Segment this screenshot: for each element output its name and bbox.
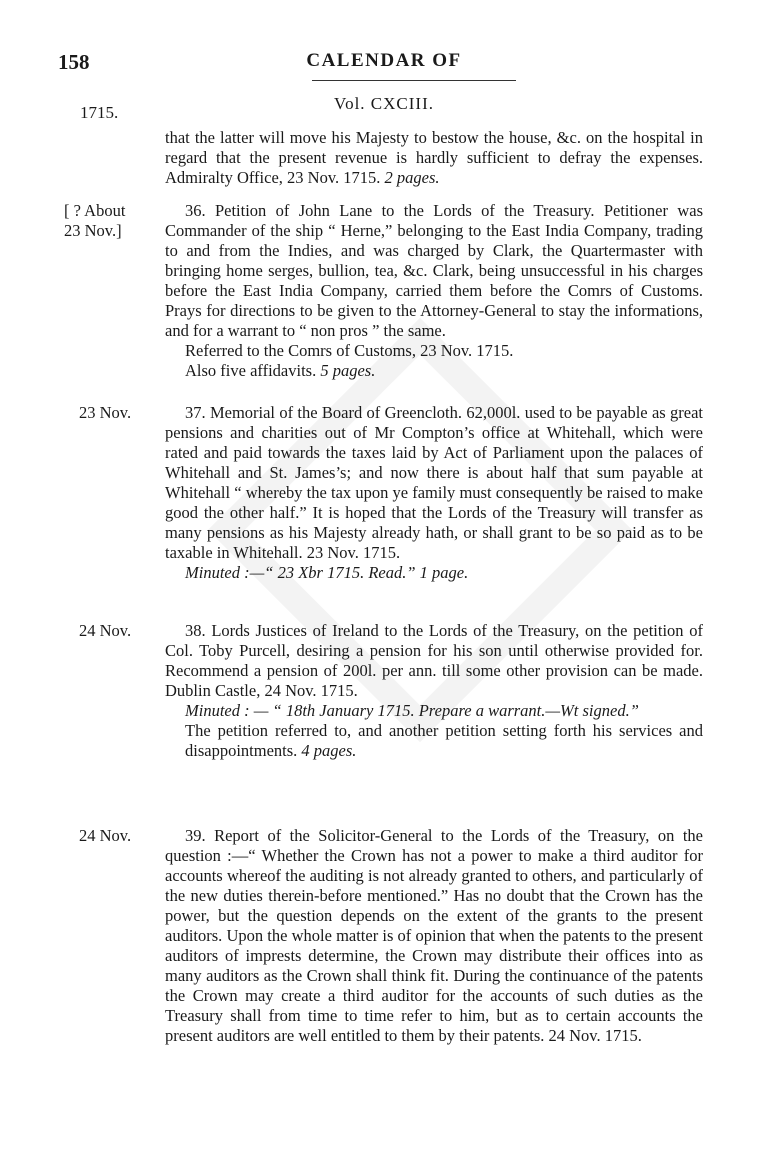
entry-body	[165, 128, 703, 188]
entry-date: [ ? About 23 Nov.]	[64, 201, 126, 240]
page-count: 4 pages.	[301, 741, 357, 760]
entry-note: Also five affidavits. 5 pages.	[185, 361, 376, 380]
entry-date: 24 Nov.	[79, 621, 132, 640]
entry-note: Referred to the Comrs of Customs, 23 Nov. 1715.	[185, 341, 514, 360]
page-count: 2 pages.	[384, 168, 440, 187]
entry-text: 39. Report of the Solicitor-General to the Lords of the Treasury, on the question :—“ Whether the Crown has not a power to make a third auditor for accounts whereof the auditing is not already granted to others, and particularly of the new duties therein-before mentioned.” Has no doubt that the Crown has the power, but the question depends on the extent of the grants to the present auditors. Upon the whole matter is of opinion that when the patents to the present auditors of imprests determine, the Crown may distribute their offices into as many auditors as the Crown shall think fit. During the continuance of the patents the Crown may create a third auditor for the accounts of such duties as the Treasury shall from time to time refer to him, but as to certain accounts the present auditors are well entitled to them by their patents. 24 Nov. 1715.	[165, 826, 703, 1045]
entry-minuted: Minuted :—“ 23 Xbr 1715. Read.” 1 page.	[185, 563, 469, 582]
page-number: 158	[58, 50, 90, 74]
entry-minuted: Minuted : — “ 18th January 1715. Prepare a warrant.—Wt signed.”	[185, 701, 639, 720]
entry-text: 38. Lords Justices of Ireland to the Lords of the Treasury, on the petition of Col. Toby Purcell, desiring a pension for his son until otherwise provided for. Recommend a pension of 200l. per ann. till some other provision can be made. Dublin Castle, 24 Nov. 1715.	[165, 621, 703, 700]
page-count: 5 pages.	[320, 361, 376, 380]
volume-heading: Vol. CXCIII.	[334, 94, 434, 113]
page-count: 1 page.	[419, 563, 469, 582]
entry-body	[165, 826, 703, 1046]
running-head: CALENDAR OF	[306, 50, 462, 71]
header-rule	[312, 80, 516, 81]
entry-text: 36. Petition of John Lane to the Lords of the Treasury. Petitioner was Commander of the ship “ Herne,” belonging to the East India Company, trading to and from the Indies, and was charged by Clark, the Quartermaster with bringing home serges, bullion, tea, &c. Clark, being unsuccessful in his charges before the East India Company, carried them before the Comrs of Customs. Prays for directions to be given to the Attorney-General to stay the informations, and for a warrant to “ non pros ” the same.	[165, 201, 703, 340]
entry-date: 24 Nov.	[79, 826, 132, 845]
entry-body	[165, 621, 703, 761]
entry-body	[165, 201, 703, 381]
entry-note: The petition referred to, and another petition setting forth his services and disappointments. 4 pages.	[185, 721, 703, 760]
year-marker: 1715.	[80, 103, 119, 122]
entry-text: that the latter will move his Majesty to bestow the house, &c. on the hospital in regard that the present revenue is hardly sufficient to defray the expenses. Admiralty Office, 23 Nov. 1715. 2 pages.	[165, 128, 703, 187]
entry-text: 37. Memorial of the Board of Greencloth. 62,000l. used to be payable as great pensions and charities out of Mr Compton’s office at Whitehall, which were rated and paid towards the taxes laid by Act of Parliament upon the palaces of Whitehall and St. James’s; and now there is about half that sum payable at Whitehall “ whereby the tax upon ye family must consequently be raised to make good the other half.” It is hoped that the Lords of the Treasury will transfer as many pensions as his Majesty already hath, or shall grant to be so paid as to be taxable in Whitehall. 23 Nov. 1715.	[165, 403, 703, 562]
entry-date: 23 Nov.	[79, 403, 132, 422]
entry-body	[165, 403, 703, 583]
